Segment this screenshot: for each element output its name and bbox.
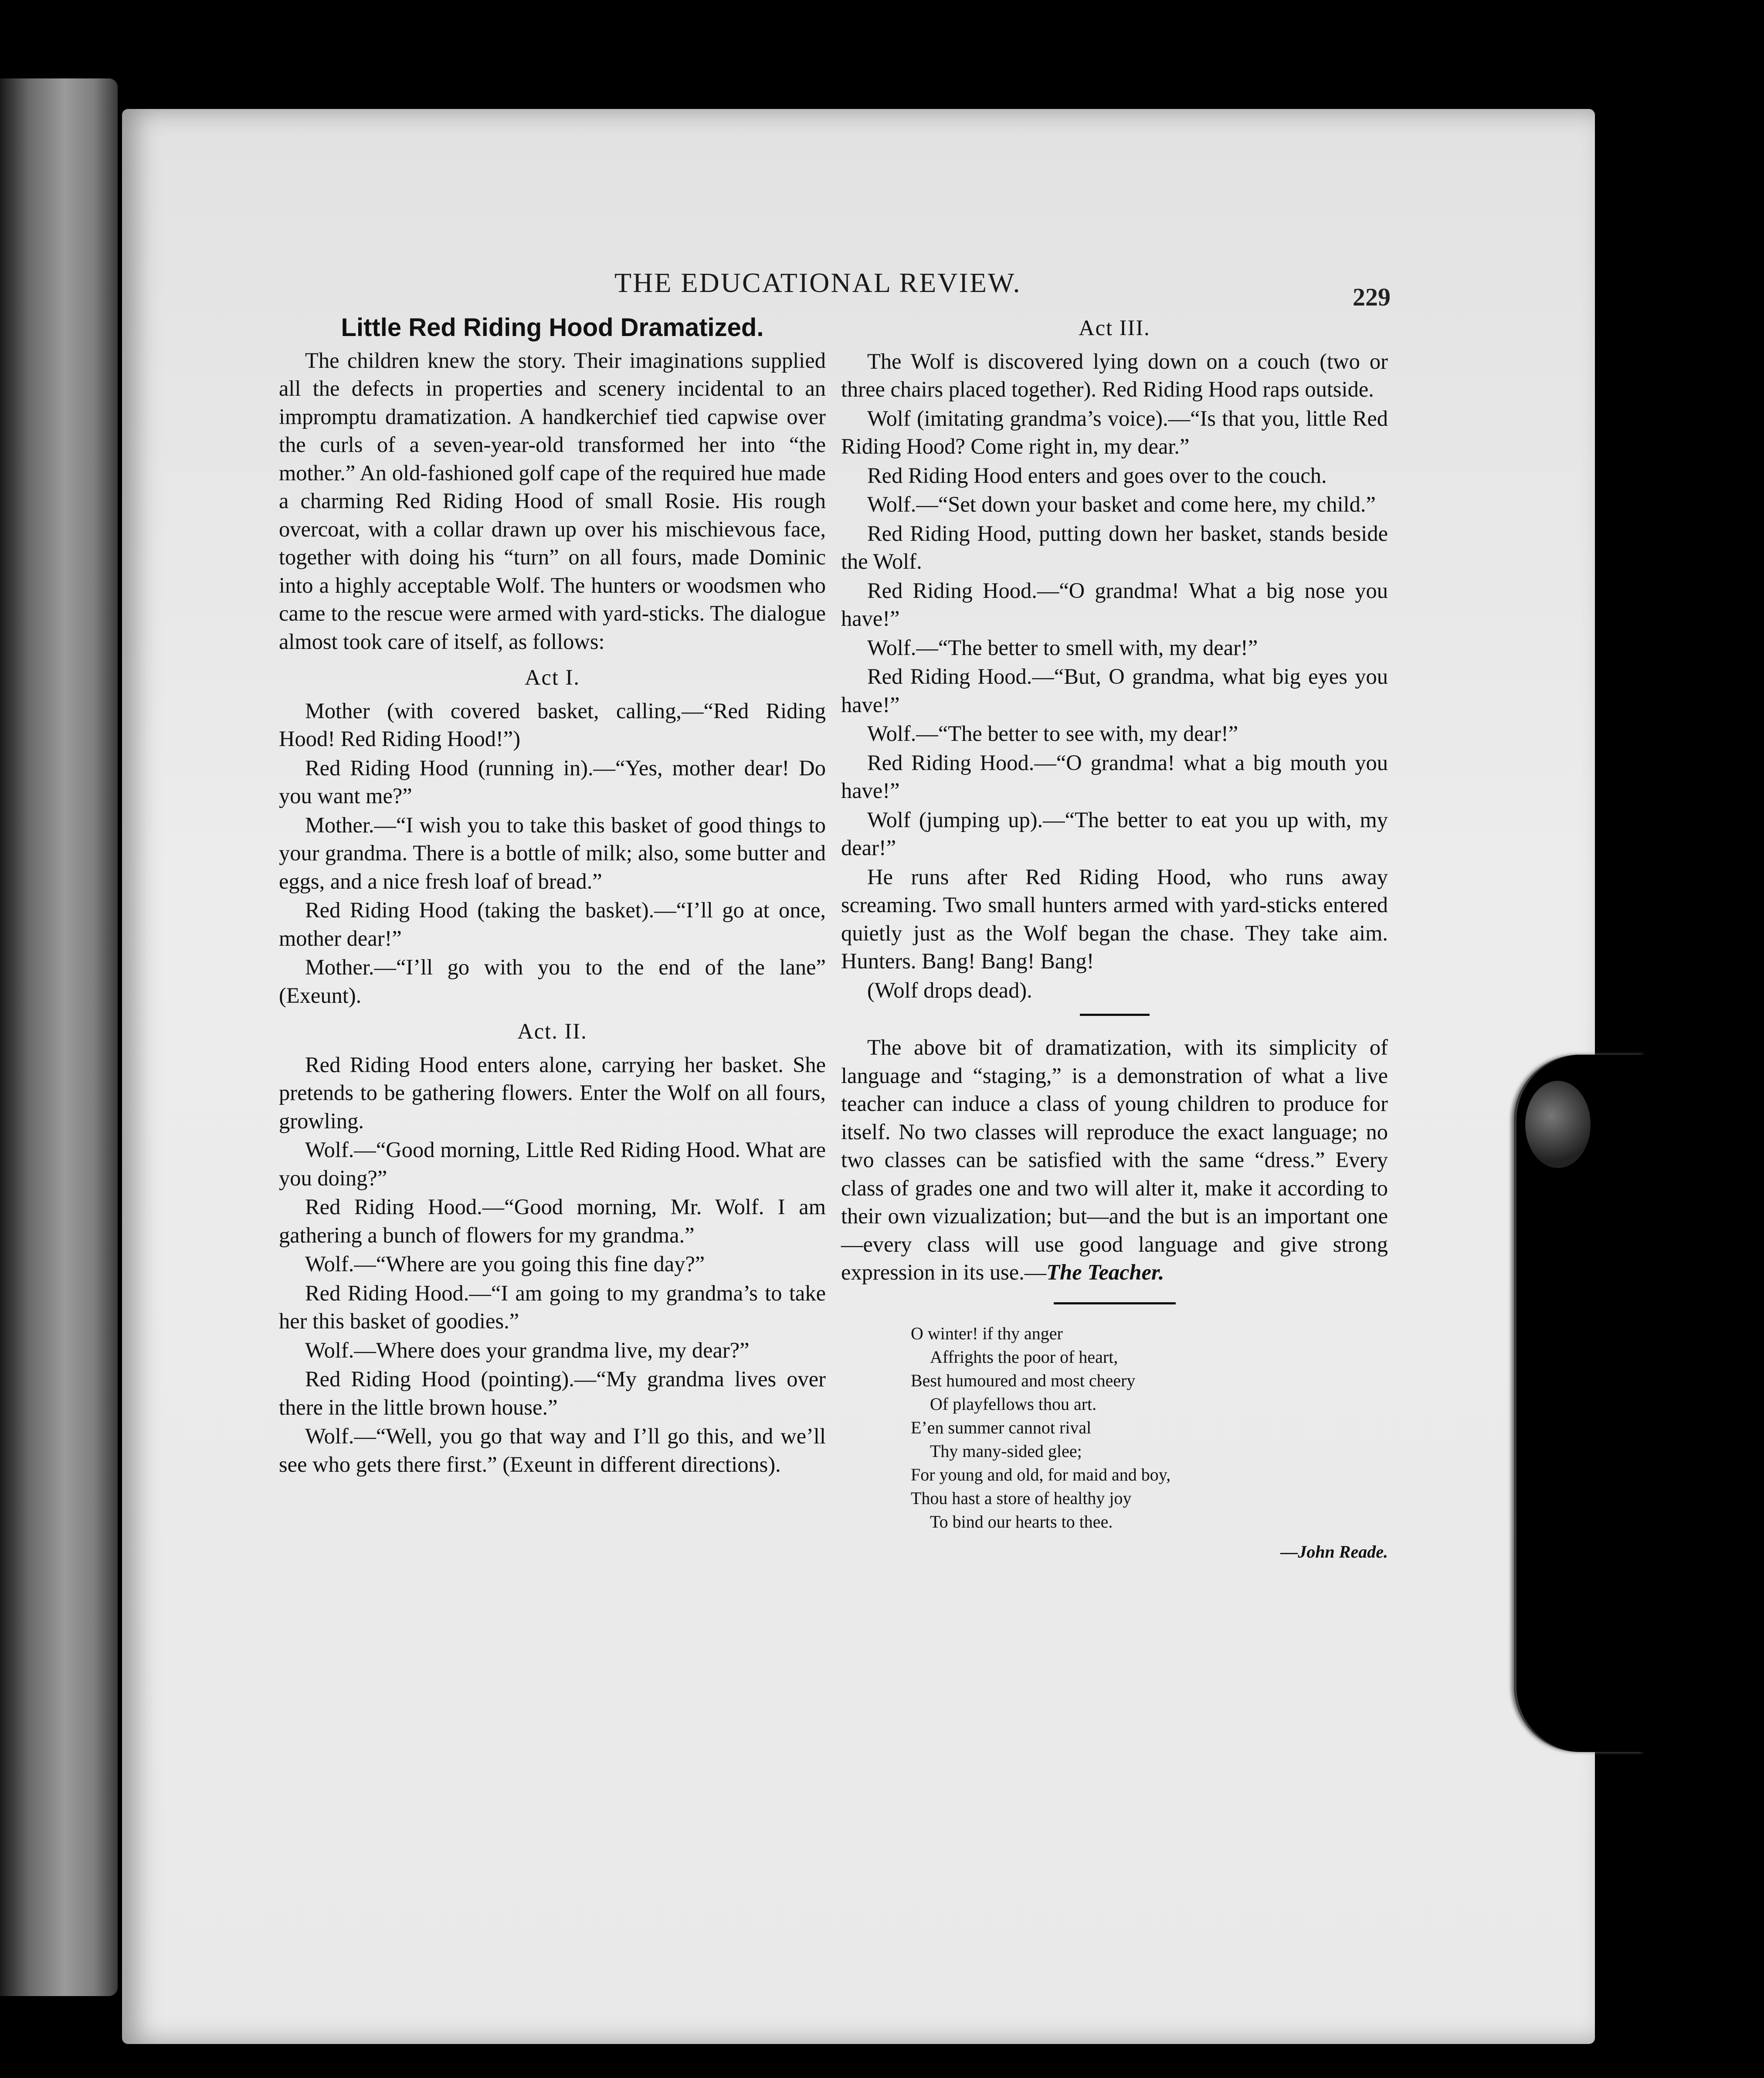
article-title: Little Red Riding Hood Dramatized. [341, 313, 764, 342]
commentary-source: The Teacher. [1046, 1260, 1164, 1284]
intro-paragraph: The children knew the story. Their imaginations supplied all the defects in properties and scenery incidental to an impromptu dramatization. A handkerchief tied capwise over the curls of a seven-year-old transformed her into “the mother.” An old-fashioned golf cape of the required hue made a charming Red Riding Hood of small Rosie. His rough overcoat, with a collar drawn up over his mischievous face, together with doing his “turn” on all fours, made Dominic into a highly acceptable Wolf. The hunters or woodsmen who came to the rescue were armed with yard-sticks. The dialogue almost took care of itself, as follows: [279, 348, 826, 654]
act-2-line: Red Riding Hood.—“Good morning, Mr. Wolf. I am gathering a bunch of flowers for my grandma.” [279, 1195, 826, 1247]
act-3-line: Red Riding Hood.—“O grandma! what a big mouth you have!” [841, 750, 1388, 803]
act-1-line: Mother.—“I wish you to take this basket of good things to your grandma. There is a bottle of milk; also, some butter and eggs, and a nice fresh loaf of bread.” [279, 812, 826, 893]
act-2-heading: Act. II. [517, 1019, 587, 1043]
act-3-line: Red Riding Hood, putting down her basket, stands beside the Wolf. [841, 521, 1388, 574]
act-3-line: Wolf (jumping up).—“The better to eat you up with, my dear!” [841, 807, 1388, 860]
commentary-paragraph [841, 1033, 1388, 1287]
poem-line: Thy many-sided glee; [930, 1441, 1082, 1461]
act-2-line: Red Riding Hood enters alone, carrying her basket. She pretends to be gathering flowers. Enter the Wolf on all fours, growling. [279, 1052, 826, 1133]
act-3-line: Red Riding Hood.—“O grandma! What a big nose you have!” [841, 578, 1388, 631]
poem-author: —John Reade. [1280, 1542, 1388, 1562]
act-3-line: Wolf.—“The better to see with, my dear!” [867, 721, 1238, 746]
section-divider [1080, 1014, 1150, 1016]
poem-line: E’en summer cannot rival [911, 1417, 1092, 1437]
running-head: THE EDUCATIONAL REVIEW. [614, 267, 1021, 298]
poem-line: Affrights the poor of heart, [930, 1347, 1118, 1367]
poem-line: For young and old, for maid and boy, [911, 1464, 1171, 1484]
page-clip [1516, 1055, 1647, 1752]
act-3-line: The Wolf is discovered lying down on a couch (two or three chairs placed together). Red Riding Hood raps outside. [841, 349, 1388, 401]
act-2-line: Wolf.—“Where are you going this fine day?” [305, 1252, 705, 1276]
left-page-edge [0, 78, 118, 1996]
act-3-line: Wolf.—“The better to smell with, my dear!” [867, 635, 1258, 660]
poem-line: O winter! if thy anger [911, 1323, 1063, 1343]
act-3-line: (Wolf drops dead). [867, 978, 1032, 1002]
act-3-heading: Act III. [1079, 316, 1150, 340]
act-1-line: Red Riding Hood (running in).—“Yes, mother dear! Do you want me?” [279, 755, 826, 808]
act-1-line: Red Riding Hood (taking the basket).—“I’ll go at once, mother dear!” [279, 898, 826, 951]
poem-line: To bind our hearts to thee. [930, 1511, 1113, 1531]
act-1-line: Mother (with covered basket, calling,—“Red Riding Hood! Red Riding Hood!”) [279, 698, 826, 751]
poem-line: Best humoured and most cheery [911, 1370, 1136, 1390]
act-2-line: Wolf.—“Well, you go that way and I’ll go this, and we’ll see who gets there first.” (Exeunt in different directions). [279, 1424, 826, 1477]
act-3-line: He runs after Red Riding Hood, who runs away screaming. Two small hunters armed with yard-sticks entered quietly just as the Wolf began the chase. They take aim. Hunters. Bang! Bang! Bang! [841, 864, 1388, 973]
poem-divider [1054, 1302, 1176, 1304]
act-3-line: Red Riding Hood.—“But, O grandma, what big eyes you have!” [841, 664, 1388, 717]
act-1-line: Mother.—“I’ll go with you to the end of the lane” (Exeunt). [279, 955, 826, 1008]
left-column [279, 314, 826, 1479]
act-3-line: Red Riding Hood enters and goes over to the couch. [867, 463, 1327, 488]
poem-line: Of playfellows thou art. [930, 1394, 1097, 1414]
act-2-line: Wolf.—Where does your grandma live, my dear?” [305, 1338, 750, 1362]
act-2-line: Wolf.—“Good morning, Little Red Riding Hood. What are you doing?” [279, 1137, 826, 1190]
act-3-line: Wolf.—“Set down your basket and come here, my child.” [867, 492, 1376, 516]
act-2-line: Red Riding Hood.—“I am going to my grandma’s to take her this basket of goodies.” [279, 1280, 826, 1333]
clip-knob [1525, 1081, 1591, 1168]
commentary-text: The above bit of dramatization, with its simplicity of language and “staging,” is a demonstration of what a live teacher can induce a class of young children to produce for itself. No two classes will reproduce the exact language; no two classes can be satisfied with the same “dress.” Every class of grades one and two will alter it, make it according to their own vizualization; but—and the but is an important one—every class will use good language and give strong expression in its use.— [841, 1035, 1388, 1284]
poem-line: Thou hast a store of healthy joy [911, 1488, 1132, 1508]
poem [911, 1322, 1388, 1534]
act-1-heading: Act I. [525, 665, 580, 689]
act-3-line: Wolf (imitating grandma’s voice).—“Is that you, little Red Riding Hood? Come right in, my dear.” [841, 406, 1388, 458]
right-column [841, 314, 1388, 1566]
page-number: 229 [1353, 283, 1391, 311]
act-2-line: Red Riding Hood (pointing).—“My grandma lives over there in the little brown house.” [279, 1367, 826, 1419]
